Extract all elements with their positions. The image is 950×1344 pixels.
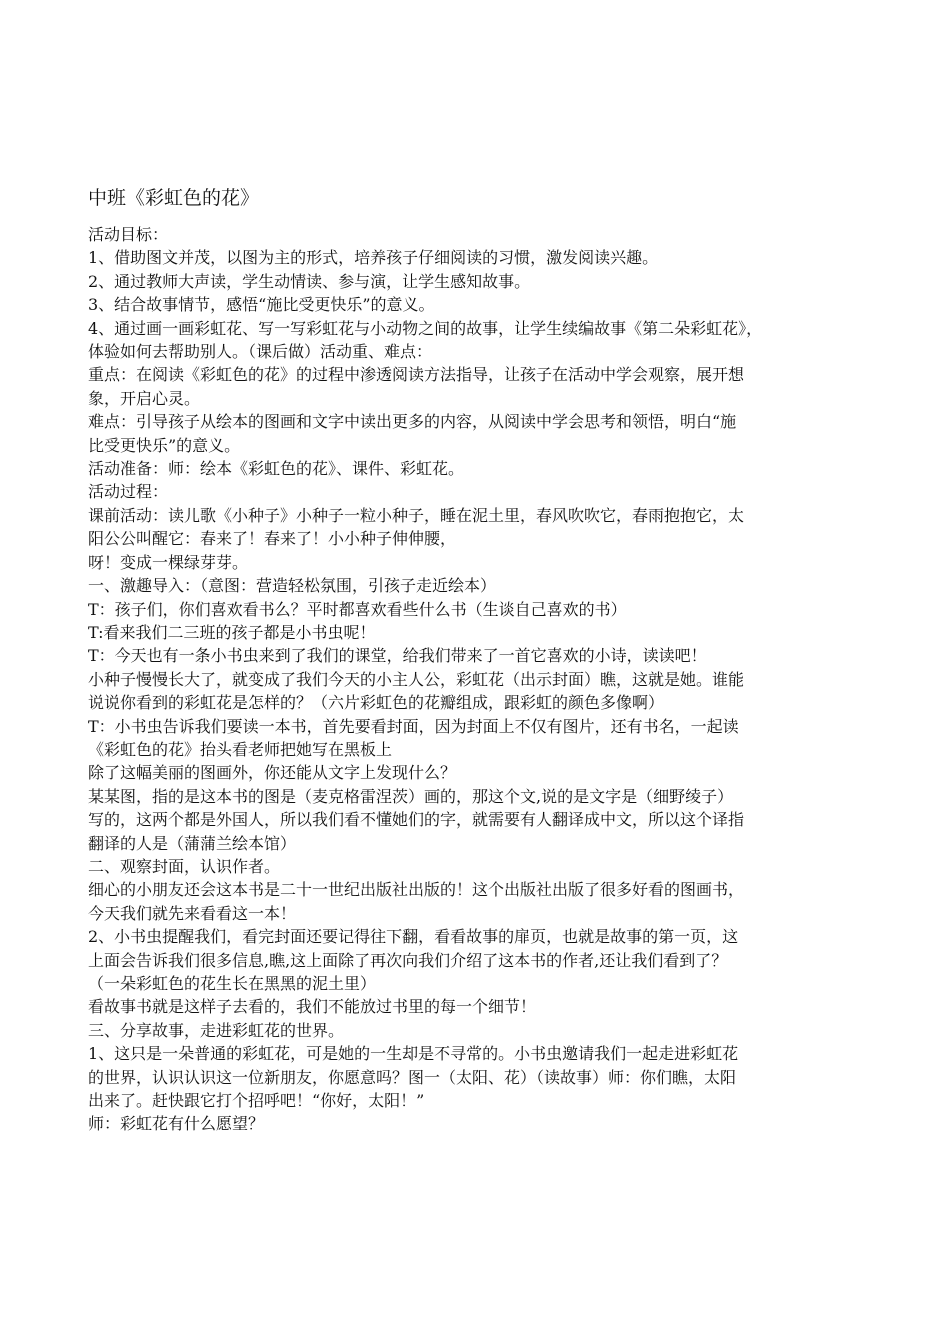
text-line: 的世界，认识认识这一位新朋友，你愿意吗？图一（太阳、花）（读故事）师：你们瞧，太阳 bbox=[88, 1067, 737, 1087]
text-line: 一、激趣导入：（意图：营造轻松氛围，引孩子走近绘本） bbox=[88, 576, 497, 596]
text-line: 今天我们就先来看看这一本！ bbox=[88, 903, 297, 923]
text-line: T：今天也有一条小书虫来到了我们的课堂，给我们带来了一首它喜欢的小诗，读读吧！ bbox=[88, 646, 707, 666]
text-line: 比受更快乐”的意义。 bbox=[88, 435, 241, 455]
text-line: 重点：在阅读《彩虹色的花》的过程中渗透阅读方法指导，让孩子在活动中学会观察，展开想 bbox=[88, 365, 745, 385]
text-line: 阳公公叫醒它：春来了！春来了！小小种子伸伸腰， bbox=[88, 529, 457, 549]
text-line: 《彩虹色的花》抬头看老师把她写在黑板上 bbox=[88, 739, 393, 759]
text-line: 二、观察封面，认识作者。 bbox=[88, 856, 281, 876]
text-line: 出来了。赶快跟它打个招呼吧！“你好，太阳！” bbox=[88, 1091, 425, 1111]
text-line: 难点：引导孩子从绘本的图画和文字中读出更多的内容，从阅读中学会思考和领悟，明白“施 bbox=[88, 412, 737, 432]
text-line: 翻译的人是（蒲蒲兰绘本馆） bbox=[88, 833, 297, 853]
text-line: 活动目标： bbox=[88, 225, 169, 244]
text-line: T：孩子们，你们喜欢看书么？平时都喜欢看些什么书（生谈自己喜欢的书） bbox=[88, 599, 627, 619]
text-line: T：小书虫告诉我们要读一本书，首先要看封面，因为封面上不仅有图片，还有书名，一起读 bbox=[88, 716, 739, 736]
text-line: 小种子慢慢长大了，就变成了我们今天的小主人公，彩虹花（出示封面）瞧，这就是她。谁能 bbox=[88, 669, 745, 689]
text-line: 师：彩虹花有什么愿望？ bbox=[88, 1114, 265, 1134]
text-line: 2、小书虫提醒我们，看完封面还要记得往下翻，看看故事的扉页，也就是故事的第一页，这 bbox=[88, 927, 739, 947]
text-line: 课前活动：读儿歌《小种子》小种子一粒小种子，睡在泥土里，春风吹吹它，春雨抱抱它，太 bbox=[88, 505, 745, 525]
text-line: 写的，这两个都是外国人，所以我们看不懂她们的字，就需要有人翻译成中文，所以这个译指 bbox=[88, 810, 745, 830]
text-line: 活动过程： bbox=[88, 482, 169, 502]
text-line: 上面会告诉我们很多信息,瞧,这上面除了再次向我们介绍了这本书的作者,还让我们看到了？ bbox=[88, 950, 728, 970]
text-line: T:看来我们二三班的孩子都是小书虫呢！ bbox=[88, 622, 376, 642]
text-lines bbox=[88, 223, 868, 1136]
text-line: 三、分享故事，走进彩虹花的世界。 bbox=[88, 1020, 345, 1040]
text-line: 除了这幅美丽的图画外，你还能从文字上发现什么？ bbox=[88, 763, 457, 783]
text-line: 2、通过教师大声读，学生动情读、参与演，让学生感知故事。 bbox=[88, 271, 531, 291]
document-body bbox=[88, 183, 868, 1136]
text-line: 体验如何去帮助别人。（课后做）活动重、难点： bbox=[88, 342, 433, 362]
text-line: 说说你看到的彩虹花是怎样的？（六片彩虹色的花瓣组成，跟彩虹的颜色多像啊） bbox=[88, 693, 665, 713]
text-line: 呀！变成一棵绿芽芽。 bbox=[88, 552, 249, 572]
page-title: 中班《彩虹色的花》 bbox=[88, 187, 260, 209]
text-line: 某某图，指的是这本书的图是（麦克格雷涅茨）画的，那这个文,说的是文字是（细野绫子） bbox=[88, 786, 734, 806]
text-line: 4、通过画一画彩虹花、写一写彩虹花与小动物之间的故事，让学生续编故事《第二朵彩虹花》， bbox=[88, 318, 763, 338]
text-line: 1、这只是一朵普通的彩虹花，可是她的一生却是不寻常的。小书虫邀请我们一起走进彩虹花 bbox=[88, 1044, 739, 1064]
text-line: 3、结合故事情节，感悟“施比受更快乐”的意义。 bbox=[88, 295, 435, 315]
text-line: 看故事书就是这样子去看的，我们不能放过书里的每一个细节！ bbox=[88, 997, 537, 1017]
text-line: 活动准备：师：绘本《彩虹色的花》、课件、彩虹花。 bbox=[88, 459, 465, 479]
text-line: 1、借助图文并茂，以图为主的形式，培养孩子仔细阅读的习惯，激发阅读兴趣。 bbox=[88, 248, 659, 268]
text-line: 象，开启心灵。 bbox=[88, 388, 201, 408]
text-line: （一朵彩虹色的花生长在黑黑的泥土里） bbox=[88, 974, 377, 993]
text-line: 细心的小朋友还会这本书是二十一世纪出版社出版的！这个出版社出版了很多好看的图画书， bbox=[88, 880, 745, 900]
